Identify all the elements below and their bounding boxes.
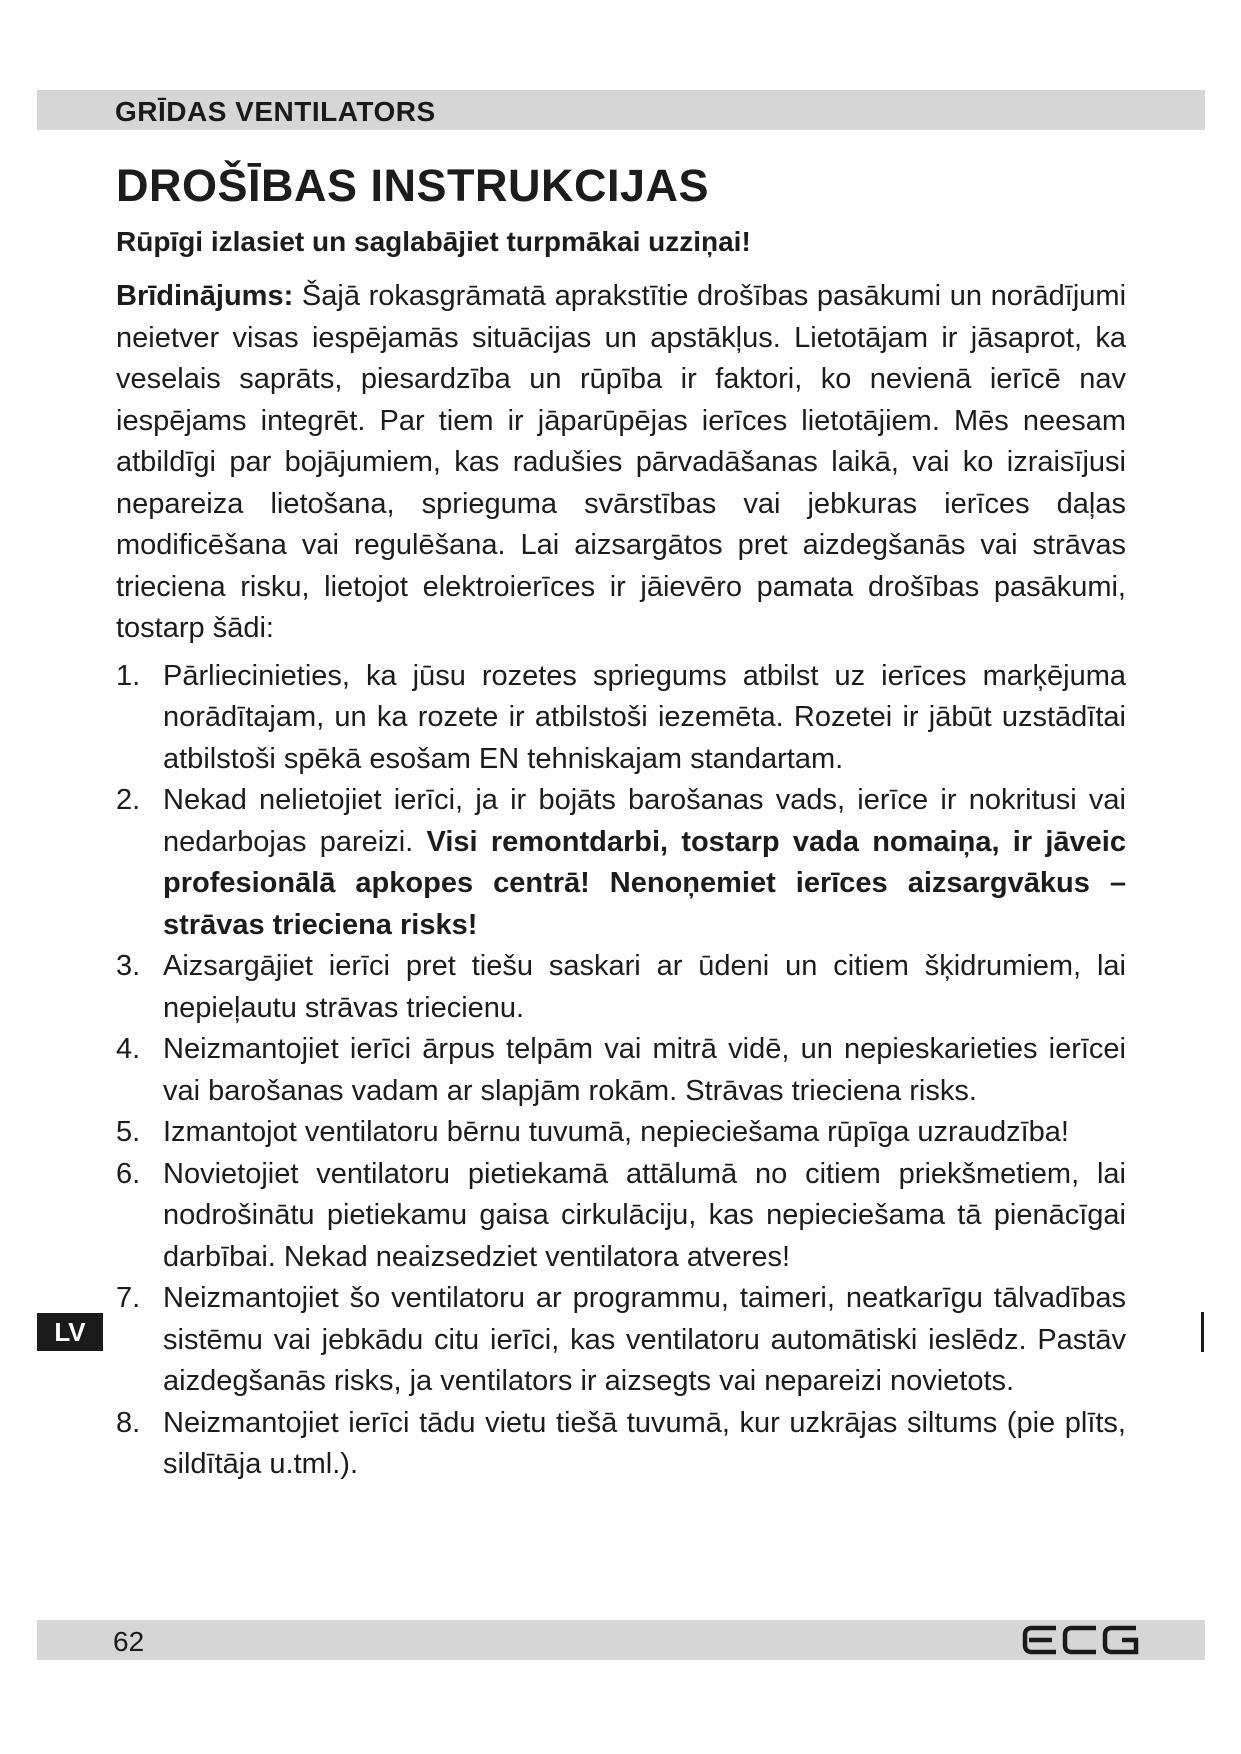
- page-number: 62: [113, 1626, 145, 1657]
- warning-text: Šajā rokasgrāmatā aprakstītie drošības pasākumi un norādījumi neietver visas iespējamās situācijas un apstākļus. Lietotājam ir jāsaprot, ka veselais saprāts, piesardzība un rūpība ir faktori, ko nevienā ierīcē nav iespējams integrēt. Par tiem ir jāparūpējas ierīces lietotājiem. Mēs neesam atbildīgi par bojājumiem, kas radušies pārvadāšanas laikā, vai ko izraisījusi nepareiza lietošana, sprieguma svārstības vai jebkuras ierīces daļas modificēšana vai regulēšana. Lai aizsargātos pret aizdegšanās vai strāvas trieciena risku, lietojot elektroierīces ir jāievēro pamata drošības pasākumi, tostarp šādi:: [116, 280, 1127, 644]
- list-item-number: 2.: [116, 784, 141, 816]
- list-item-number: 1.: [116, 659, 141, 692]
- ecg-logo: [1022, 1624, 1142, 1656]
- warning-label: Brīdinājums:: [116, 280, 294, 312]
- list-item-text: Aizsargājiet ierīci pret tiešu saskari ar ūdeni un citiem šķidrumiem, lai nepieļautu strāvas triecienu.: [163, 950, 1126, 1024]
- list-item: [116, 656, 1126, 781]
- list-item-text: Nekad nelietojiet ierīci, ja ir bojāts barošanas vads, ierīce ir nokritusi vai nedarbojas pareizi.: [163, 784, 1126, 858]
- list-item-text: Neizmantojiet ierīci ārpus telpām vai mitrā vidē, un nepieskarieties ierīcei vai barošanas vadam ar slapjām rokām. Strāvas trieciena risks.: [163, 1033, 1126, 1107]
- list-item: [116, 1029, 1126, 1112]
- list-item-text: Pārliecinieties, ka jūsu rozetes spriegums atbilst uz ierīces marķējuma norādītajam, un ka rozete ir atbilstoši iezemēta. Rozetei ir jābūt uzstādītai atbilstoši spēkā esošam EN tehniskajam standartam.: [163, 659, 1126, 775]
- section-title: GRĪDAS VENTILATORS: [115, 96, 436, 127]
- safety-list: [116, 656, 1126, 1486]
- list-item-number: 3.: [116, 950, 141, 982]
- list-item-number: 6.: [116, 1157, 141, 1190]
- list-item-number: 5.: [116, 1116, 141, 1148]
- language-tab: LV: [37, 1313, 103, 1351]
- list-item-number: 7.: [116, 1282, 141, 1314]
- list-item: [116, 946, 1126, 1029]
- list-item: [116, 1403, 1126, 1486]
- list-item-text: Neizmantojiet šo ventilatoru ar programmu, taimeri, neatkarīgu tālvadības sistēmu vai jebkādu citu ierīci, kas ventilatoru automātiski ieslēdz. Pastāv aizdegšanās risks, ja ventilators ir aizsegts vai nepareizi novietots.: [163, 1282, 1126, 1397]
- list-item-text: Novietojiet ventilatoru pietiekamā attālumā no citiem priekšmetiem, lai nodrošinātu pietiekamu gaisa cirkulāciju, kas nepieciešama tā pienācīgai darbībai. Nekad neaizsedziet ventilatora atveres!: [163, 1157, 1126, 1273]
- list-item-number: 8.: [116, 1406, 141, 1439]
- page-title: DROŠĪBAS INSTRUKCIJAS: [116, 160, 710, 211]
- header-bar: [37, 90, 1205, 130]
- warning-paragraph: [116, 276, 1126, 650]
- list-item-number: 4.: [116, 1033, 141, 1065]
- list-item: [116, 1278, 1126, 1403]
- list-item-text: Izmantojot ventilatoru bērnu tuvumā, nepieciešama rūpīga uzraudzība!: [163, 1116, 1069, 1148]
- list-item-text: Neizmantojiet ierīci tādu vietu tiešā tuvumā, kur uzkrājas siltums (pie plīts, sildītāja u.tml.).: [163, 1406, 1126, 1480]
- list-item: [116, 780, 1126, 946]
- page-subtitle: Rūpīgi izlasiet un saglabājiet turpmākai uzziņai!: [116, 226, 751, 257]
- footer-bar: [37, 1620, 1205, 1660]
- list-item: [116, 1112, 1126, 1154]
- list-item: [116, 1154, 1126, 1279]
- edge-mark: [1201, 1312, 1204, 1352]
- main-content: [116, 160, 1126, 1486]
- list-item-bold-text: Visi remontdarbi, tostarp vada nomaiņa, ir jāveic profesionālā apkopes centrā! Nenoņemiet ierīces aizsargvākus – strāvas trieciena risks!: [163, 825, 1126, 941]
